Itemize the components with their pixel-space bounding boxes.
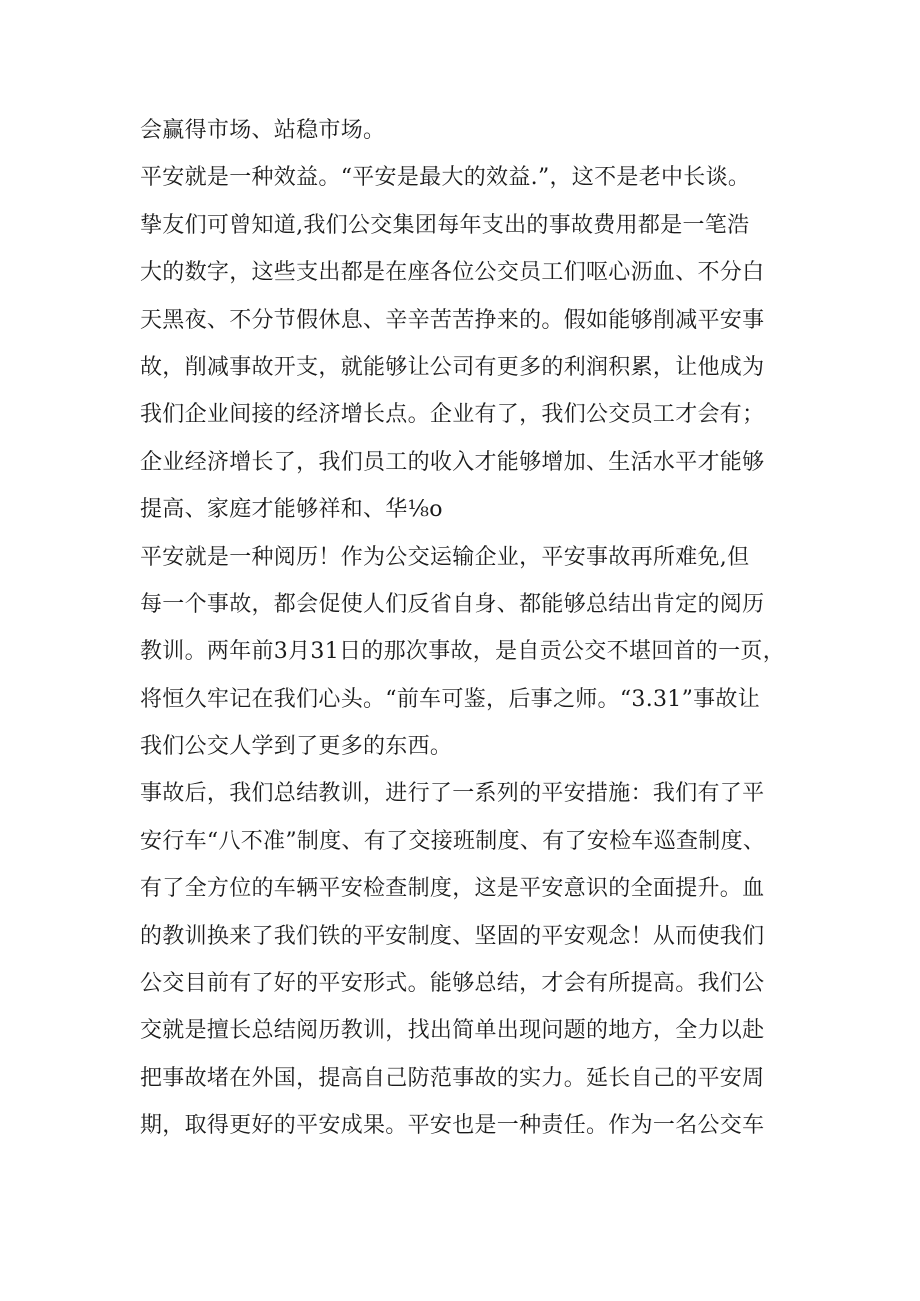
text-line: 企业经济增长了，我们员工的收入才能够增加、生活水平才能够 [140,449,765,475]
text-line: 平安就是一种阅历！作为公交运输企业，平安事故再所难免,但 [140,544,750,570]
text-line: 提高、家庭才能够祥和、华⅛o [140,497,443,523]
text-line: 教训。两年前3月31日的那次事故，是自贡公交不堪回首的一页， [140,639,785,665]
document-body [140,107,800,1150]
text-line: 我们企业间接的经济增长点。企业有了，我们公交员工才会有； [140,402,765,428]
text-line: 期，取得更好的平安成果。平安也是一种责任。作为一名公交车 [140,1113,765,1139]
text-line: 我们公交人学到了更多的东西。 [140,734,453,760]
text-line: 把事故堵在外国，提高自己防范事故的实力。延长自己的平安周 [140,1065,765,1091]
text-line: 天黑夜、不分节假休息、辛辛苦苦挣来的。假如能够削减平安事 [140,307,765,333]
text-line: 将恒久牢记在我们心头。“前车可鉴，后事之师。“3.31”事故让 [140,686,761,712]
text-line: 的教训换来了我们铁的平安制度、坚固的平安观念！从而使我们 [140,923,765,949]
text-line: 故，削减事故开支，就能够让公司有更多的利润积累，让他成为 [140,354,765,380]
text-line: 会赢得市场、站稳市场。 [140,118,386,143]
text-line: 交就是擅长总结阅历教训，找出简单出现问题的地方，全力以赴 [140,1018,765,1044]
text-line: 每一个事故，都会促使人们反省自身、都能够总结出肯定的阅历 [140,591,765,617]
text-line: 平安就是一种效益。“平安是最大的效益.”，这不是老中长谈。 [140,165,751,191]
text-line: 大的数字，这些支出都是在座各位公交员工们呕心沥血、不分白 [140,260,765,286]
text-line: 事故后，我们总结教训，进行了一系列的平安措施：我们有了平 [140,781,765,807]
text-line: 挚友们可曾知道,我们公交集团每年支出的事故费用都是一笔浩 [140,212,750,238]
text-line: 安行车“八不准”制度、有了交接班制度、有了安检车巡查制度、 [140,828,766,854]
text-line: 公交目前有了好的平安形式。能够总结，才会有所提高。我们公 [140,971,765,997]
text-line: 有了全方位的车辆平安检查制度，这是平安意识的全面提升。血 [140,876,765,902]
